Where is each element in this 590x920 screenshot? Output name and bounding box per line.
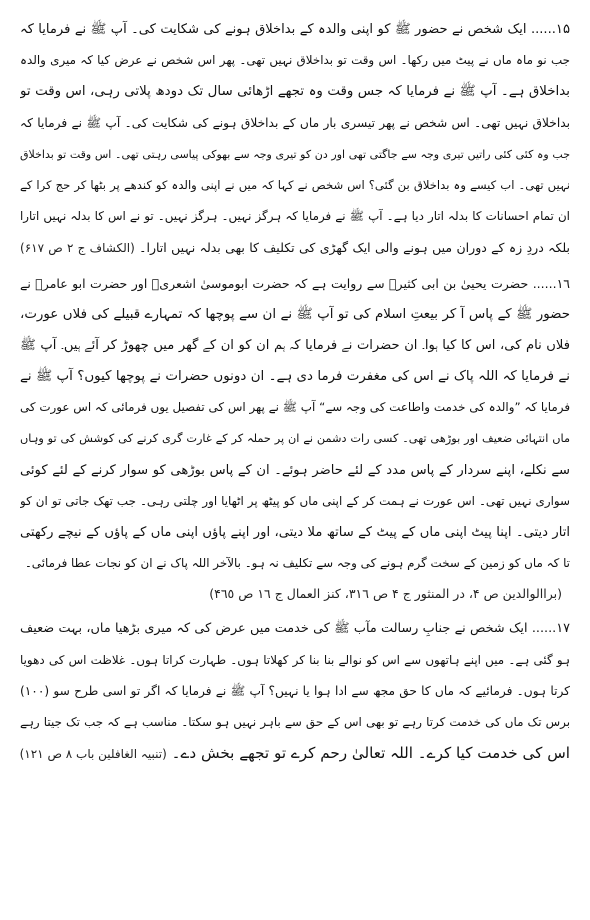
citation: (تنبیہ الغافلین باب ۸ ص ١٢١) [20, 747, 167, 762]
paragraph-15 [20, 14, 570, 264]
text-line: سواری نہیں تھی۔ اس عورت نے ہمت کر کے اپنی ماں کو پیٹھ پر اٹھایا اور چلتی رہی۔ جب تھک جاتی تو ان کو [20, 493, 570, 508]
text-line: برس تک ماں کی خدمت کرتا رہے تو بھی اس کے حق سے باہر نہیں ہو سکتا۔ مناسب ہے کہ جب تک جیتا رہے [20, 714, 570, 729]
text-line: اس کی خدمت کیا کرے۔ اللہ تعالیٰ رحم کرے تو تجھے بخش دے۔ [171, 744, 570, 763]
text-line: کرتا ہوں۔ فرمائیے کہ ماں کا حق مجھ سے ادا ہوا یا نہیں؟ آپ ﷺ نے فرمایا کہ اگر تو اسی طرح سو (١٠٠) [20, 683, 570, 698]
text-line: نے فرمایا کہ اللہ پاک نے اس کی مغفرت فرما دی ہے۔ ان دونوں حضرات نے پوچھا کیوں؟ آپ ﷺ نے [20, 369, 570, 385]
text-line: اتار دیتی۔ اپنا پیٹ اپنی ماں کے پیٹ کے ساتھ ملا دیتی، اور اپنے پاؤں اپنی ماں کے پاؤں کے نیچے رکھتی [20, 525, 570, 540]
text-line: ماں انتہائی ضعیف اور بوڑھی تھی۔ کسی رات دشمن نے ان پر حملہ کر کے غارت گری کرنے کی کوشش کی تو وہاں [20, 432, 570, 446]
text-line: حضور ﷺ کے پاس آ کر بیعتِ اسلام کی تو آپ ﷺ نے ان سے پوچھا کہ تمہارے قبیلے کی فلاں عورت، [20, 306, 570, 322]
text-line: ١٦...... حضرت یحییٰ بن ابی کثیرؒ سے روایت ہے کہ حضرت ابوموسیٰ اشعریؓ اور حضرت ابو عامرؓ نے [20, 275, 570, 291]
text-line-with-citation [20, 232, 570, 263]
text-line-with-citation [20, 738, 570, 769]
text-line: سے نکلے، اپنے سردار کے پاس مدد کے لئے حاضر ہوئے۔ ان کے پاس بوڑھی کو سوار کرنے کے لئے کوئی [20, 462, 570, 478]
text-line: نہیں تھی۔ اب کیسے وہ بداخلاق بن گئی؟ اس شخص نے کہا کہ میں نے اپنی والدہ کو کندھے پر بٹھا کر حج کرا کے [20, 177, 570, 192]
text-line: جب وہ کئی کئی راتیں تیری وجہ سے جاگتی تھی اور دن کو تیری وجہ سے بھوکی پیاسی رہتی تھی۔ اس وقت تو بداخلاق [20, 147, 570, 161]
text-line: جب نو ماہ ماں نے پیٹ میں رکھا۔ اس وقت تو بداخلاق نہیں تھی۔ پھر اس شخص نے عرض کیا کہ میری والدہ [20, 53, 570, 68]
text-line: ان تمام احسانات کا بدلہ اتار دیا ہے۔ آپ ﷺ نے فرمایا کہ ہرگز نہیں۔ ہرگز نہیں۔ تو نے اس کا بدلہ نہیں اتارا [20, 209, 570, 224]
text-line: بداخلاق ہے۔ آپ ﷺ نے فرمایا کہ جس وقت وہ تجھے اڑھائی سال تک دودھ پلاتی رہی، اس وقت تو [20, 84, 570, 100]
text-line: فلاں نام کی، اس کا کیا ہوا۔ ان حضرات نے فرمایا کہ ہم ان کو ان کے گھر میں چھوڑ کر آئے ہیں۔ آپ ﷺ [20, 337, 570, 353]
citation: (الکشاف ج ۲ ص ۶۱۷) [20, 241, 135, 256]
paragraph-17 [20, 613, 570, 769]
citation: (براالوالدین ص ۴، در المنثور ج ۴ ص ۳۱٦، کنز العمال ج ١٦ ص ۴٦٥) [209, 586, 562, 602]
text-line: ١۵...... ایک شخص نے حضور ﷺ کو اپنی والدہ کے بداخلاق ہونے کی شکایت کی۔ آپ ﷺ نے فرمایا کہ [20, 22, 570, 37]
text-line: بداخلاق نہیں تھی۔ اس شخص نے پھر تیسری بار ماں کے بداخلاق ہونے کی شکایت کی۔ آپ ﷺ نے فرمایا کہ [20, 115, 570, 130]
text-line: بلکہ دردِ زہ کے دوران میں ہونے والی ایک گھڑی کی تکلیف کا بھی بدلہ نہیں اتارا۔ [139, 240, 570, 256]
text-line: تا کہ ماں کو زمین کے سخت گرم ہونے کی وجہ سے تکلیف نہ ہو۔ بالآخر اللہ پاک نے ان کو نجات عطا فرمائی۔ [24, 556, 570, 571]
text-line: فرمایا کہ ”والدہ کی خدمت واطاعت کی وجہ سے“ آپ ﷺ نے پھر اس کی تفصیل یوں فرمائی کہ اس عورت کی [20, 400, 570, 415]
text-line: ہو گئی ہے۔ میں اپنے ہاتھوں سے اس کو نوالے بنا بنا کر کھلاتا ہوں۔ طہارت کراتا ہوں۔ غلاظت اس کی دھویا [20, 652, 570, 667]
paragraph-16 [20, 268, 570, 610]
text-line: ١٧...... ایک شخص نے جنابِ رسالت مآب ﷺ کی خدمت میں عرض کی کہ میری بڑھیا ماں، بہت ضعیف [20, 621, 570, 637]
